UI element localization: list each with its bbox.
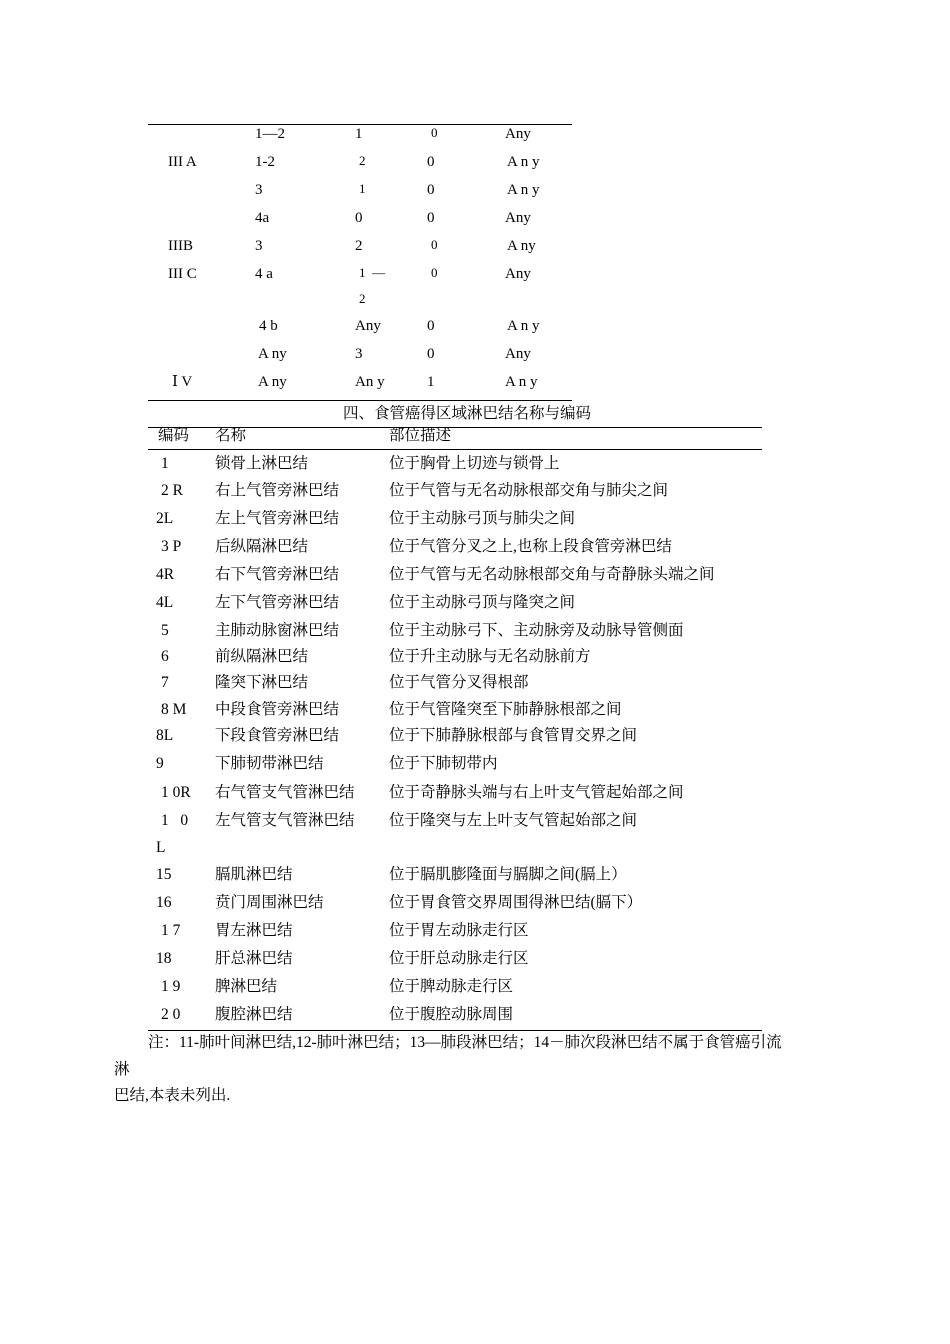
row-name: 脾淋巴结 — [215, 978, 278, 995]
row-name: 后纵隔淋巴结 — [215, 538, 309, 555]
n-cell: 0 — [355, 210, 363, 226]
row-name: 下段食管旁淋巴结 — [215, 727, 340, 744]
row-description: 位于升主动脉与无名动脉前方 — [389, 648, 591, 665]
t-cell: 3 — [255, 182, 263, 198]
row-description: 位于气管分叉之上,也称上段食管旁淋巴结 — [389, 538, 672, 555]
m-cell: 0 — [431, 265, 438, 280]
row-name: 中段食管旁淋巴结 — [215, 701, 340, 718]
t-cell: 1—2 — [255, 126, 285, 142]
row-name: 胃左淋巴结 — [215, 922, 293, 939]
row-description: 位于气管分叉得根部 — [389, 674, 529, 691]
row-description: 位于奇静脉头端与右上叶支气管起始部之间 — [389, 784, 684, 801]
t-cell: 4a — [255, 210, 270, 226]
row-name: 隆突下淋巴结 — [215, 674, 309, 691]
t-cell: A ny — [258, 346, 287, 362]
stage-cell: Ⅰ V — [172, 374, 193, 390]
row-name: 左下气管旁淋巴结 — [215, 594, 340, 611]
row-code: 5 — [161, 622, 169, 639]
header-name: 名称 — [215, 427, 247, 444]
grade-cell: A ny — [507, 238, 536, 254]
row-code: 8L — [156, 727, 174, 744]
t-cell: 4 b — [259, 318, 278, 334]
row-name: 膈肌淋巴结 — [215, 866, 293, 883]
stage-cell: III C — [168, 266, 197, 282]
row-description: 位于主动脉弓顶与隆突之间 — [389, 594, 576, 611]
lymph-header-rule — [148, 449, 762, 450]
m-cell: 0 — [427, 318, 435, 334]
row-code: 7 — [161, 674, 169, 691]
row-description: 位于腹腔动脉周围 — [389, 1006, 514, 1023]
row-description: 位于主动脉弓下、主动脉旁及动脉导管侧面 — [389, 622, 684, 639]
row-name: 左上气管旁淋巴结 — [215, 510, 340, 527]
m-cell: 0 — [427, 154, 435, 170]
row-description: 位于气管与无名动脉根部交角与肺尖之间 — [389, 482, 669, 499]
row-code: 4R — [156, 566, 175, 583]
header-description: 部位描述 — [389, 427, 452, 444]
row-code: 2 R — [161, 482, 183, 499]
row-name: 贲门周围淋巴结 — [215, 894, 324, 911]
row-description: 位于膈肌膨隆面与膈脚之间(膈上） — [389, 866, 627, 883]
n-cell: 1 — [359, 181, 366, 196]
row-name: 肝总淋巴结 — [215, 950, 293, 967]
row-code: 6 — [161, 648, 169, 665]
t-cell: 3 — [255, 238, 263, 254]
n-cell: 3 — [355, 346, 363, 362]
n-cell: 2 — [359, 153, 366, 168]
footnote-line-2: 淋 — [114, 1061, 130, 1078]
row-code: 15 — [156, 866, 172, 883]
t-cell: 4 a — [255, 266, 273, 282]
row-code: 4L — [156, 594, 174, 611]
row-code: 1 9 — [161, 978, 181, 995]
grade-cell: A n y — [507, 182, 540, 198]
row-name: 右气管支气管淋巴结 — [215, 784, 355, 801]
row-code-continued: L — [156, 839, 166, 856]
row-description: 位于胃食管交界周围得淋巴结(膈下） — [389, 894, 643, 911]
row-description: 位于肝总动脉走行区 — [389, 950, 529, 967]
row-code: 2L — [156, 510, 174, 527]
row-name: 左气管支气管淋巴结 — [215, 812, 355, 829]
grade-cell: Any — [505, 266, 531, 282]
row-code: 3 P — [161, 538, 182, 555]
n-cell-continued: 2 — [359, 291, 366, 306]
grade-cell: A n y — [507, 154, 540, 170]
grade-cell: Any — [505, 346, 531, 362]
row-name: 下肺韧带淋巴结 — [215, 755, 324, 772]
n-cell: Any — [355, 318, 381, 334]
row-name: 主肺动脉窗淋巴结 — [215, 622, 340, 639]
row-description: 位于脾动脉走行区 — [389, 978, 514, 995]
grade-cell: A n y — [507, 318, 540, 334]
m-cell: 0 — [427, 182, 435, 198]
m-cell: 0 — [427, 346, 435, 362]
table-title: 四、食管癌得区域淋巴结名称与编码 — [343, 405, 592, 422]
row-name: 右上气管旁淋巴结 — [215, 482, 340, 499]
row-code: 1 0R — [161, 784, 191, 801]
row-description: 位于主动脉弓顶与肺尖之间 — [389, 510, 576, 527]
row-description: 位于隆突与左上叶支气管起始部之间 — [389, 812, 638, 829]
grade-cell: A n y — [505, 374, 538, 390]
grade-cell: Any — [505, 210, 531, 226]
lymph-table-bottom-rule — [148, 1030, 762, 1031]
row-code: 1 0 — [161, 812, 189, 829]
row-name: 右下气管旁淋巴结 — [215, 566, 340, 583]
row-code: 8 M — [161, 701, 187, 718]
t-cell: 1-2 — [255, 154, 275, 170]
m-cell: 0 — [431, 237, 438, 252]
header-code: 编码 — [158, 427, 190, 444]
n-cell: 1 — [355, 126, 363, 142]
m-cell: 0 — [427, 210, 435, 226]
row-code: 9 — [156, 755, 164, 772]
row-name: 前纵隔淋巴结 — [215, 648, 309, 665]
stage-cell: IIIB — [168, 238, 193, 254]
footnote-line-3: 巴结,本表未列出. — [114, 1087, 231, 1104]
row-code: 18 — [156, 950, 172, 967]
n-cell: 1 — — [359, 265, 385, 280]
row-code: 1 — [161, 455, 169, 472]
row-name: 腹腔淋巴结 — [215, 1006, 293, 1023]
row-name: 锁骨上淋巴结 — [215, 455, 309, 472]
t-cell: A ny — [258, 374, 287, 390]
row-code: 1 7 — [161, 922, 181, 939]
row-description: 位于气管与无名动脉根部交角与奇静脉头端之间 — [389, 566, 715, 583]
row-description: 位于胸骨上切迹与锁骨上 — [389, 455, 560, 472]
footnote-line-1: 注：11-肺叶间淋巴结,12-肺叶淋巴结；13—肺段淋巴结；14－肺次段淋巴结不属于食管癌引流 — [148, 1034, 782, 1051]
row-code: 16 — [156, 894, 172, 911]
stage-cell: III A — [168, 154, 197, 170]
row-description: 位于下肺静脉根部与食管胃交界之间 — [389, 727, 638, 744]
row-description: 位于气管隆突至下肺静脉根部之间 — [389, 701, 622, 718]
m-cell: 0 — [431, 125, 438, 140]
n-cell: An y — [355, 374, 385, 390]
m-cell: 1 — [427, 374, 435, 390]
n-cell: 2 — [355, 238, 363, 254]
row-description: 位于胃左动脉走行区 — [389, 922, 529, 939]
row-code: 2 0 — [161, 1006, 181, 1023]
grade-cell: Any — [505, 126, 531, 142]
row-description: 位于下肺韧带内 — [389, 755, 498, 772]
